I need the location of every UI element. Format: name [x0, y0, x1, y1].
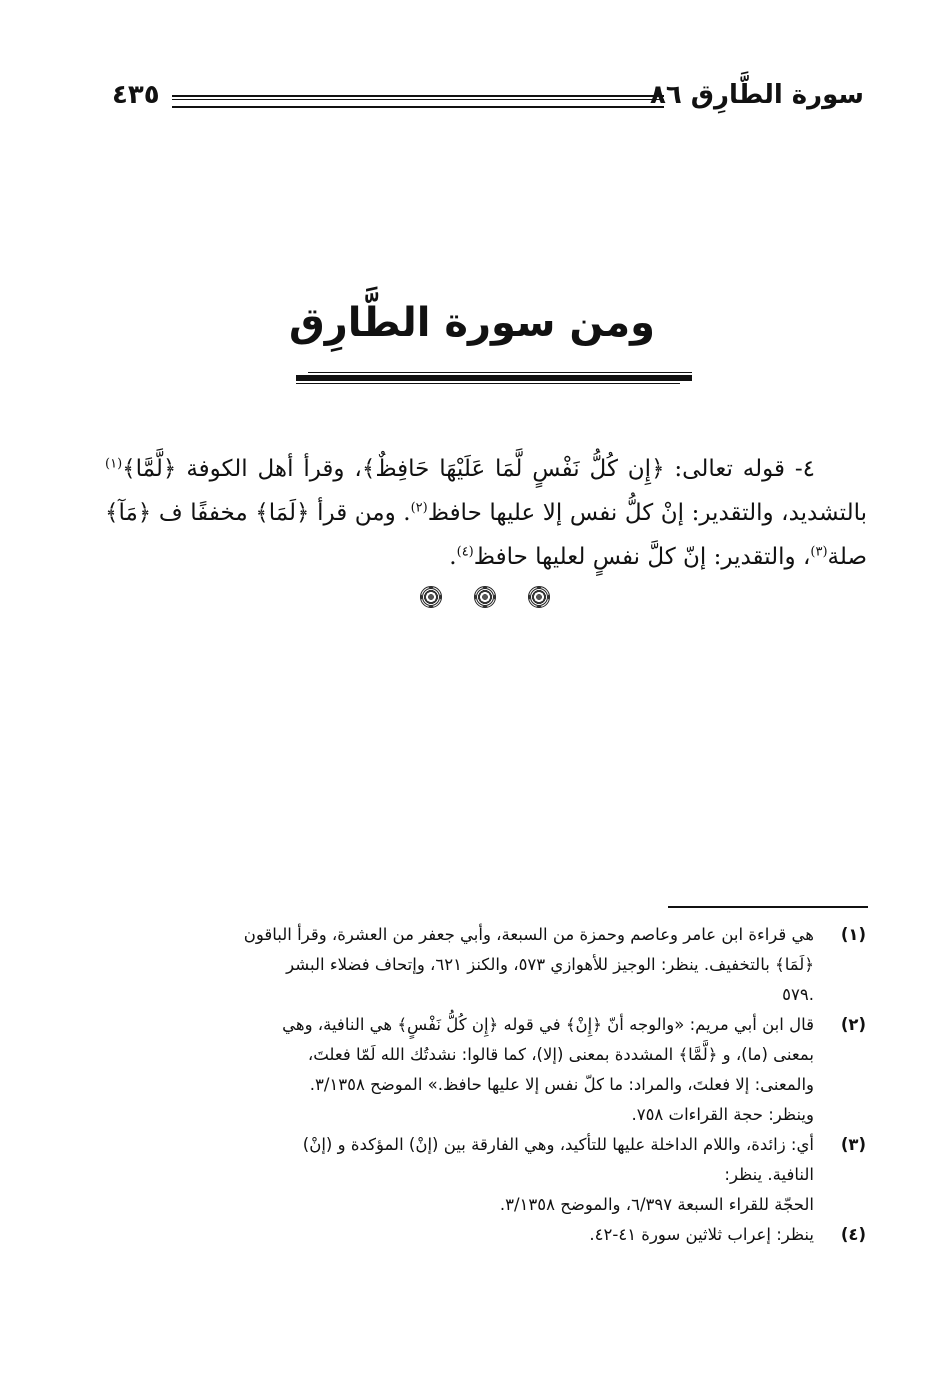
- footnote-ref-3[interactable]: (٣): [810, 544, 828, 560]
- footnote-line: ينظر: إعراب ثلاثين سورة ٤١-٤٢.: [589, 1225, 814, 1244]
- body-line-3: ﴿لَمَا﴾ مخففًا ف ﴿مَآ﴾ صلة: [105, 500, 867, 570]
- section-ornaments: [420, 586, 550, 616]
- footnote-line: الحجّة للقراء السبعة ٦/٣٩٧، والموضح ٣/١٣٥٨.: [499, 1195, 814, 1214]
- footnote-line: والمعنى: إلا فعلتَ، والمراد: ما كلّ نفس إلا عليها حافظ.» الموضح ٣/١٣٥٨.: [309, 1075, 814, 1094]
- footnote-4: [104, 1220, 866, 1250]
- running-header: [112, 78, 864, 118]
- footnote-number: (١): [840, 925, 866, 944]
- footnote-ref-4[interactable]: (٤): [456, 544, 474, 560]
- footnote-line: بمعنى (ما)، و ﴿لَّمَّا﴾ المشددة بمعنى (إلا)، كما قالوا: نشدتُك الله لَمّا فعلتَ،: [307, 1045, 814, 1064]
- body-line-3b: ، والتقدير: إنّ كلَّ نفسٍ لعليها حافظ: [473, 544, 811, 570]
- page-number: ٤٣٥: [112, 80, 160, 110]
- ornament-icon: [420, 586, 442, 608]
- footnote-line: ﴿لَمَا﴾ بالتخفيف. ينظر: الوجيز للأهوازي ٥٧٣، والكنز ٦٢١، وإتحاف فضلاء البشر: [286, 955, 814, 974]
- verse-lamma: ﴿لَّمَّا﴾: [122, 456, 177, 482]
- body-line-1: ٤- قوله تعالى: ﴿إِن كُلُّ نَفْسٍ لَّمَا عَلَيْهَا حَافِظٌ﴾، وقرأ أهل الكوفة: [186, 456, 816, 482]
- footnote-line: أي: زائدة، واللام الداخلة عليها للتأكيد، وهي الفارقة بين (إنْ) المؤكدة و (إنْ): [302, 1135, 814, 1154]
- body-line-2: بالتشديد، والتقدير: إنْ كلُّ نفس إلا عليها حافظ: [427, 500, 868, 526]
- footnote-separator: [668, 906, 868, 908]
- footnote-1: [104, 920, 866, 1010]
- ornament-icon: [528, 586, 550, 608]
- footnote-3: [104, 1130, 866, 1220]
- running-title: سورة الطَّارِق ٨٦: [649, 80, 864, 110]
- ornament-icon: [474, 586, 496, 608]
- footnote-ref-1[interactable]: (١): [105, 456, 123, 472]
- footnote-number: (٤): [840, 1225, 866, 1244]
- title-underline: [296, 372, 692, 384]
- body-line-2b: . ومن قرأ: [317, 500, 411, 526]
- footnotes: [104, 920, 866, 1250]
- footnote-number: (٢): [840, 1015, 866, 1034]
- commentary-paragraph: [105, 447, 867, 579]
- footnote-number: (٣): [840, 1135, 866, 1154]
- footnote-line: قال ابن أبي مريم: «والوجه أنّ ﴿إِنْ﴾ في قوله ﴿إِن كُلُّ نَفْسٍ﴾ هي النافية، وهي: [282, 1015, 814, 1034]
- footnote-line: النافية. ينظر:: [724, 1165, 814, 1184]
- footnote-line: وينظر: حجة القراءات ٧٥٨.: [631, 1105, 814, 1124]
- footnote-2: [104, 1010, 866, 1130]
- body-line-end: .: [449, 544, 457, 570]
- footnote-line: هي قراءة ابن عامر وعاصم وحمزة من السبعة، وأبي جعفر من العشرة، وقرأ الباقون: [243, 925, 814, 944]
- footnote-ref-2[interactable]: (٢): [410, 500, 428, 516]
- surah-title: ومن سورة الطَّارِق: [288, 300, 656, 346]
- header-rule: [172, 95, 664, 108]
- footnote-line: .٥٧٩: [782, 985, 814, 1004]
